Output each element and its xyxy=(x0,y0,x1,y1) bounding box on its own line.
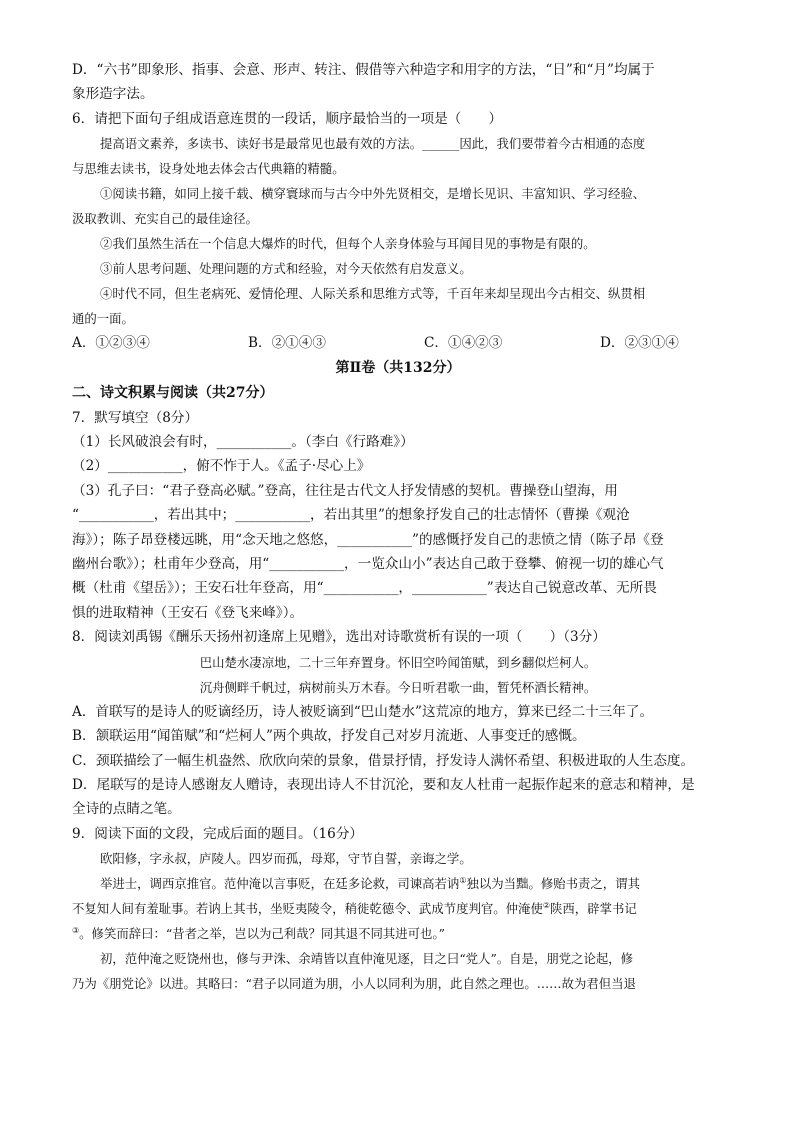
q7-part-3-line: 惧的进取精神（王安石《登飞来峰》）。 xyxy=(72,604,304,621)
q8-option-a: A．首联写的是诗人的贬谪经历，诗人被贬谪到“巴山楚水”这荒凉的地方，算来已经二十三年了。 xyxy=(72,703,654,720)
q5-option-d-line1: D．“六书”即象形、指事、会意、形声、转注、假借等六种造字和用字的方法，“日”和“月”均属于 xyxy=(72,62,655,78)
q9-para-1: 欧阳修，字永叔，庐陵人。四岁而孤，母郑，守节自誓，亲诲之学。 xyxy=(100,851,472,867)
q9-text: 独以为当黜。修贻书责之，谓其 xyxy=(466,876,640,892)
footnote-marker: ② xyxy=(542,901,551,910)
q6-passage-line: 提高语文素养，多读书、读好书是最常见也最有效的方法。______因此，我们要带着今古相通的态度 xyxy=(100,136,646,152)
q5-option-d-line2: 象形造字法。 xyxy=(72,86,154,103)
q9-text: 举进士，调西京推官。范仲淹以言事贬，在廷多论救，司谏高若讷 xyxy=(100,876,460,892)
q7-part-3-line: 幽州台歌》）；杜甫年少登高，用“___________，一览众山小”表达自己敢于登攀、俯视一切的雄心气 xyxy=(72,556,664,573)
q9-para-3-line1: 初，范仲淹之贬饶州也，修与尹洙、余靖皆以直仲淹见逐，目之曰“党人”。自是，朋党之论起，修 xyxy=(100,951,634,967)
q9-para-2-line2 xyxy=(72,896,724,921)
volume-2-title: 第Ⅱ卷（共132分） xyxy=(335,359,461,376)
q7-part-3-line: （3）孔子曰：“君子登高必赋。”登高，往往是古代文人抒发情感的契机。曹操登山望海，用 xyxy=(72,482,618,499)
q6-option-b: B．②①④③ xyxy=(248,335,326,352)
q7-stem: 7．默写填空（8分） xyxy=(72,409,199,426)
q9-text: 不复知人间有羞耻事。若讷上其书，坐贬夷陵令，稍徙乾德令、武成节度判官。仲淹使 xyxy=(72,901,543,917)
q8-stem: 8．阅读刘禹锡《酬乐天扬州初逢席上见赠》，选出对诗歌赏析有误的一项（ ）（3分） xyxy=(72,629,606,646)
q8-option-d-cont: 全诗的点睛之笔。 xyxy=(72,801,181,818)
footnote-marker: ① xyxy=(459,876,467,885)
q6-sentence-1-cont: 汲取教训、充实自己的最佳途径。 xyxy=(72,211,258,227)
q9-para-3-line2: 乃为《朋党论》以进。其略曰：“君子以同道为朋，小人以同利为朋，此自然之理也。……故为君但当退 xyxy=(72,976,636,992)
q6-options xyxy=(72,331,724,355)
q6-passage-line: 与思维去读书，设身处地去体会古代典籍的精髓。 xyxy=(72,161,345,177)
q6-stem: 6．请把下面句子组成语意连贯的一段话，顺序最恰当的一项是（ ） xyxy=(72,110,503,127)
q9-text: 。修笑而辞曰：“昔者之举，岂以为己利哉？同其退不同其进可也。” xyxy=(79,926,445,942)
q7-part-3-line: 海》）；陈子昂登楼远眺，用“念天地之悠悠，___________”的感慨抒发自己的悲愤之情（陈子昂《登 xyxy=(72,531,664,548)
q6-option-a: A．①②③④ xyxy=(72,335,150,352)
q8-option-b: B．颔联运用“闻笛赋”和“烂柯人”两个典故，抒发自己对岁月流逝、人事变迁的感慨。 xyxy=(72,728,586,745)
q6-sentence-2: ②我们虽然生活在一个信息大爆炸的时代，但每个人亲身体验与耳闻目见的事物是有限的。 xyxy=(100,236,596,252)
q8-option-d: D．尾联写的是诗人感谢友人赠诗，表现出诗人不甘沉沦，要和友人杜甫一起振作起来的意志和精神，是 xyxy=(72,776,695,793)
q8-poem-line-2: 沉舟侧畔千帆过，病树前头万木春。今日听君歌一曲，暂凭杯酒长精神。 xyxy=(199,679,597,695)
q6-option-d: D．②③①④ xyxy=(600,335,679,352)
q9-para-2-line1 xyxy=(72,871,724,896)
q7-part-1: （1）长风破浪会有时，___________。（李白《行路难》） xyxy=(72,434,414,451)
footnote-marker: ③ xyxy=(72,926,80,935)
q6-option-c: C．①④②③ xyxy=(424,335,503,352)
q9-stem: 9．阅读下面的文段，完成后面的题目。（16分） xyxy=(72,825,364,842)
q9-text: 陕西，辟掌书记 xyxy=(550,901,637,917)
q7-part-2: （2）___________，俯不怍于人。《孟子·尽心上》 xyxy=(72,458,371,475)
section-2-title: 二、诗文积累与阅读（共27分） xyxy=(72,384,274,401)
q6-sentence-3: ③前人思考问题、处理问题的方式和经验，对今天依然有启发意义。 xyxy=(100,261,472,277)
q8-poem-line-1: 巴山楚水凄凉地，二十三年弃置身。怀旧空吟闻笛赋，到乡翻似烂柯人。 xyxy=(199,654,597,670)
exam-page xyxy=(72,58,724,996)
q7-part-3-line: “___________，若出其中；___________，若出其里”的想象抒发自己的壮志情怀（曹操《观沧 xyxy=(72,507,630,524)
q7-part-3-line: 概（杜甫《望岳》）；王安石壮年登高，用“___________，___________”表达自己锐意改革、无所畏 xyxy=(72,580,657,597)
q9-para-2-line3 xyxy=(72,921,724,946)
q6-sentence-4: ④时代不同，但生老病死、爱情伦理、人际关系和思维方式等，千百年来却呈现出今古相交、纵贯相 xyxy=(100,286,646,302)
q8-option-c: C．颈联描绘了一幅生机盎然、欣欣向荣的景象，借景抒情，抒发诗人满怀希望、积极进取的人生态度。 xyxy=(72,752,695,769)
q6-sentence-4-cont: 通的一面。 xyxy=(72,311,134,327)
q6-sentence-1: ①阅读书籍，如同上接千载、横穿寰球而与古今中外先贤相交，是增长见识、丰富知识、学习经验、 xyxy=(100,186,646,202)
